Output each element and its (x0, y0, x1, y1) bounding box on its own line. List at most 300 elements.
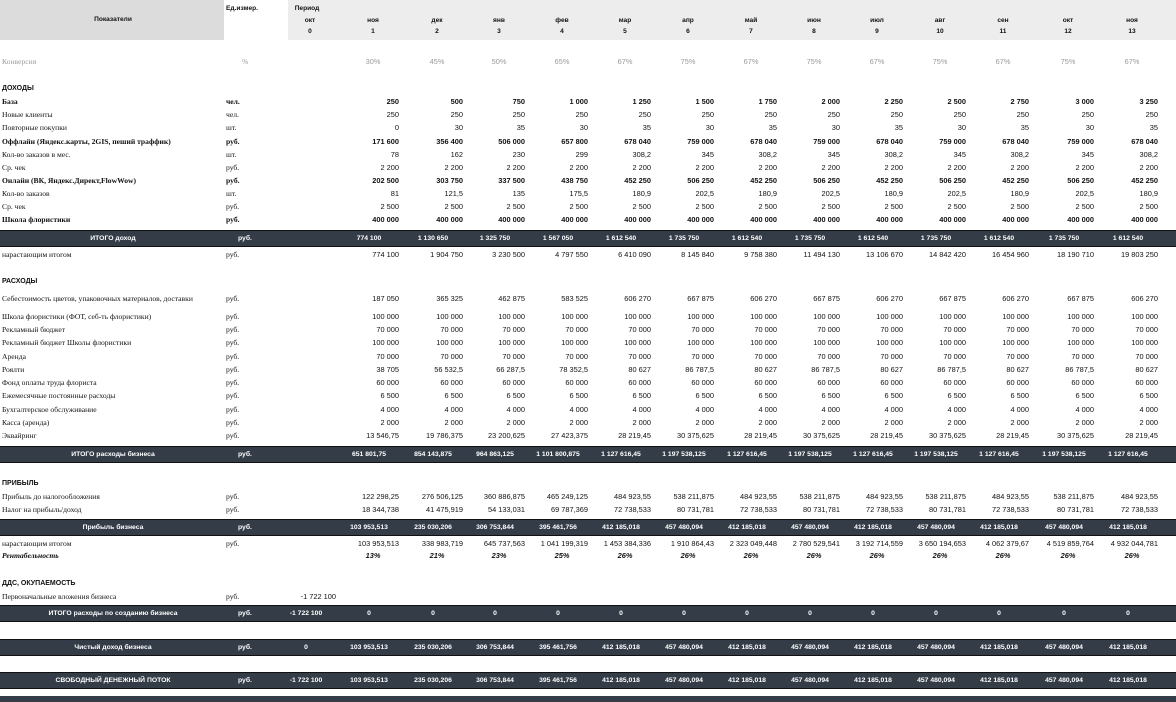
cell-value: 100 000 (1002, 312, 1029, 321)
cell-value: 70 000 (628, 352, 651, 361)
cell-value: 72 738,533 (992, 505, 1029, 514)
cell-value: 100 000 (939, 312, 966, 321)
row-unit: руб. (238, 644, 252, 651)
table-row (0, 275, 1176, 288)
cell-value: 506 250 (1067, 176, 1094, 185)
table-row (0, 389, 1176, 402)
cell-value: 23% (491, 551, 507, 560)
row-unit: чел. (226, 110, 239, 119)
cell-value: 60 000 (691, 378, 714, 387)
cell-value: 180,9 (1010, 189, 1029, 198)
cell-value: 306 753,844 (476, 677, 514, 684)
cell-value: 16 454 960 (992, 250, 1029, 259)
header-period-number: 9 (875, 28, 879, 35)
row-label: Фонд оплаты труда флориста (2, 378, 97, 387)
cell-value: 452 250 (876, 176, 903, 185)
cell-value: 4 000 (569, 405, 588, 414)
cell-value: 412 185,018 (728, 677, 766, 684)
cell-value: 70 000 (628, 325, 651, 334)
cell-value: 70 000 (691, 352, 714, 361)
cell-value: 395 461,756 (539, 677, 577, 684)
cell-value: 1 612 540 (1112, 235, 1144, 242)
cell-value: 80 627 (880, 365, 903, 374)
cell-value: 35 (894, 123, 903, 132)
row-unit: руб. (226, 365, 240, 374)
cell-value: 26% (806, 551, 822, 560)
cell-value: 103 953,513 (350, 677, 388, 684)
row-unit: руб. (226, 338, 240, 347)
cell-value: 180,9 (758, 189, 777, 198)
cell-value: 2 500 (632, 202, 651, 211)
cell-value: 26% (932, 551, 948, 560)
cell-value: 100 000 (436, 338, 463, 347)
cell-value: 1 101 800,875 (536, 451, 580, 458)
cell-value: 28 219,45 (996, 431, 1029, 440)
table-row (0, 200, 1176, 213)
header-month: окт (1062, 17, 1074, 24)
cell-value: 70 000 (565, 352, 588, 361)
cell-value: 964 863,125 (476, 451, 514, 458)
cell-value: 750 (512, 97, 525, 106)
cell-value: 30 (957, 123, 966, 132)
cell-value: 2 000 (758, 418, 777, 427)
table-row (0, 363, 1176, 376)
cell-value: 67% (617, 57, 633, 66)
cell-value: 100 000 (1131, 312, 1158, 321)
cell-value: 678 040 (750, 137, 777, 146)
cell-value: 26% (869, 551, 885, 560)
cell-value: 1 750 (758, 97, 777, 106)
cell-value: 100 000 (498, 338, 525, 347)
cell-value: 100 000 (687, 312, 714, 321)
cell-value: 759 000 (687, 137, 714, 146)
cell-value: 100 000 (1002, 338, 1029, 347)
cell-value: 1 000 (569, 97, 588, 106)
cell-value: 2 500 (380, 202, 399, 211)
row-label: Прибыль бизнеса (82, 524, 144, 531)
cell-value: 80 627 (1006, 365, 1029, 374)
row-label: Школа флористики (2, 215, 71, 224)
cell-value: 657 800 (561, 137, 588, 146)
cell-value: 72 738,533 (1121, 505, 1158, 514)
table-row (0, 350, 1176, 363)
cell-value: 86 787,5 (685, 365, 714, 374)
header-month: сен (997, 17, 1009, 24)
table-row (0, 161, 1176, 174)
cell-value: -1 722 100 (300, 592, 336, 601)
cell-value: 30 (454, 123, 463, 132)
cell-value: 26% (617, 551, 633, 560)
cell-value: 2 500 (947, 97, 966, 106)
cell-value: 1 904 750 (430, 250, 463, 259)
row-label: ДДС, ОКУПАЕМОСТЬ (2, 580, 76, 587)
cell-value: 338 983,719 (421, 539, 463, 548)
table-row (0, 503, 1176, 516)
cell-value: 100 000 (876, 312, 903, 321)
cell-value: 103 953,513 (357, 539, 399, 548)
cell-value: 606 270 (750, 294, 777, 303)
cell-value: 30 375,625 (1057, 431, 1094, 440)
cell-value: 2 500 (506, 202, 525, 211)
cell-value: 6 410 090 (618, 250, 651, 259)
cell-value: 400 000 (1067, 215, 1094, 224)
row-unit: руб. (226, 215, 240, 224)
cell-value: 1 197 538,125 (914, 451, 958, 458)
row-unit: % (242, 57, 249, 66)
cell-value: 80 731,781 (677, 505, 714, 514)
table-row (0, 376, 1176, 389)
cell-value: 412 185,018 (854, 644, 892, 651)
cell-value: 412 185,018 (602, 524, 640, 531)
cell-value: 400 000 (561, 215, 588, 224)
cell-value: 457 480,094 (1045, 644, 1083, 651)
cell-value: 438 750 (561, 176, 588, 185)
cell-value: 0 (367, 610, 371, 617)
cell-value: 4 000 (695, 405, 714, 414)
cell-value: 4 797 550 (555, 250, 588, 259)
cell-value: 1 041 199,319 (540, 539, 588, 548)
cell-value: 400 000 (687, 215, 714, 224)
cell-value: 60 000 (880, 378, 903, 387)
cell-value: 14 842 420 (929, 250, 966, 259)
cell-value: 0 (682, 610, 686, 617)
cell-value: 484 923,55 (1121, 492, 1158, 501)
cell-value: 28 219,45 (1125, 431, 1158, 440)
cell-value: 457 480,094 (791, 524, 829, 531)
cell-value: 4 000 (632, 405, 651, 414)
cell-value: 70 000 (440, 352, 463, 361)
cell-value: 2 000 (632, 418, 651, 427)
row-unit: руб. (226, 418, 240, 427)
row-unit: руб. (238, 524, 252, 531)
row-unit: руб. (226, 539, 240, 548)
header-period-number: 6 (686, 28, 690, 35)
header-month: мар (618, 17, 632, 24)
cell-value: 395 461,756 (539, 524, 577, 531)
row-label: Аренда (2, 352, 26, 361)
header-period-number: 2 (435, 28, 439, 35)
cell-value: 202,5 (821, 189, 840, 198)
cell-value: 606 270 (1131, 294, 1158, 303)
cell-value: 41 475,919 (426, 505, 463, 514)
cell-value: 345 (953, 150, 966, 159)
cell-value: 70 000 (1071, 352, 1094, 361)
cell-value: 465 249,125 (546, 492, 588, 501)
row-unit: руб. (226, 294, 240, 303)
cell-value: 4 062 379,67 (985, 539, 1029, 548)
table-row (0, 549, 1176, 562)
cell-value: 100 000 (624, 312, 651, 321)
cell-value: 23 200,625 (488, 431, 525, 440)
cell-value: 484 923,55 (992, 492, 1029, 501)
cell-value: 412 185,018 (854, 524, 892, 531)
cell-value: 400 000 (372, 215, 399, 224)
cell-value: 457 480,094 (665, 677, 703, 684)
cell-value: 606 270 (876, 294, 903, 303)
cell-value: 70 000 (754, 352, 777, 361)
cell-value: 11 494 130 (803, 250, 840, 259)
header-period-number: 7 (749, 28, 753, 35)
cell-value: 2 200 (1139, 163, 1158, 172)
cell-value: 30% (365, 57, 381, 66)
cell-value: 457 480,094 (791, 644, 829, 651)
cell-value: 103 953,513 (350, 524, 388, 531)
cell-value: 667 875 (939, 294, 966, 303)
cell-value: 250 (701, 110, 714, 119)
cell-value: 1 612 540 (731, 235, 763, 242)
cell-value: 70 000 (880, 325, 903, 334)
cell-value: 759 000 (813, 137, 840, 146)
row-label: Рекламный бюджет (2, 325, 66, 334)
cell-value: 69 787,369 (551, 505, 588, 514)
row-unit (226, 549, 274, 562)
cell-value: 3 650 194,653 (918, 539, 966, 548)
cell-value: 67% (743, 57, 759, 66)
row-unit: руб. (238, 235, 252, 242)
cell-value: 6 500 (695, 391, 714, 400)
cell-value: 4 000 (947, 405, 966, 414)
row-unit: руб. (226, 137, 240, 146)
cell-value: 60 000 (376, 378, 399, 387)
cell-value: 2 750 (1010, 97, 1029, 106)
cell-value: 60 000 (565, 378, 588, 387)
cell-value: 250 (1016, 110, 1029, 119)
cell-value: 60 000 (754, 378, 777, 387)
cell-value: 2 000 (821, 418, 840, 427)
cell-value: 65% (554, 57, 570, 66)
cell-value: 538 211,875 (799, 492, 840, 501)
cell-value: 2 200 (380, 163, 399, 172)
table-row (0, 336, 1176, 349)
cell-value: 70 000 (502, 352, 525, 361)
cell-value: 606 270 (624, 294, 651, 303)
cell-value: 235 030,206 (414, 677, 452, 684)
header-month: июн (807, 17, 821, 24)
header-month: июл (870, 17, 884, 24)
row-unit: руб. (226, 592, 240, 601)
cell-value: 100 000 (498, 312, 525, 321)
cell-value: 60 000 (440, 378, 463, 387)
cell-value: 78 (390, 150, 399, 159)
cell-value: 412 185,018 (980, 677, 1018, 684)
row-unit: руб. (238, 451, 252, 458)
table-row (0, 82, 1176, 95)
cell-value: 299 (575, 150, 588, 159)
cell-value: 70 000 (691, 325, 714, 334)
cell-value: 400 000 (1002, 215, 1029, 224)
cell-value: 3 000 (1075, 97, 1094, 106)
cell-value: 484 923,55 (614, 492, 651, 501)
cell-value: 1 127 616,45 (601, 451, 641, 458)
cell-value: 66 287,5 (496, 365, 525, 374)
cell-value: 678 040 (876, 137, 903, 146)
cell-value: 18 190 710 (1057, 250, 1094, 259)
cell-value: 583 525 (561, 294, 588, 303)
header-month: апр (682, 17, 694, 24)
cell-value: 8 145 840 (681, 250, 714, 259)
table-row (0, 213, 1176, 226)
cell-value: 26% (743, 551, 759, 560)
table-row (0, 323, 1176, 336)
row-unit: руб. (226, 391, 240, 400)
cell-value: 345 (701, 150, 714, 159)
cell-value: 100 000 (436, 312, 463, 321)
cell-value: 2 500 (569, 202, 588, 211)
cell-value: 19 786,375 (426, 431, 463, 440)
cell-value: 0 (493, 610, 497, 617)
cell-value: 2 000 (506, 418, 525, 427)
cell-value: 400 000 (813, 215, 840, 224)
cell-value: 250 (764, 110, 777, 119)
cell-value: 308,2 (884, 150, 903, 159)
cell-value: 1 325 750 (479, 235, 511, 242)
cell-value: 412 185,018 (728, 524, 766, 531)
table-row (0, 605, 1176, 622)
cell-value: 6 500 (884, 391, 903, 400)
cell-value: 60 000 (1071, 378, 1094, 387)
cell-value: 452 250 (1002, 176, 1029, 185)
cell-value: 70 000 (1006, 325, 1029, 334)
header-unit: Ед.измер. (226, 5, 258, 12)
cell-value: 412 185,018 (854, 677, 892, 684)
cell-value: 230 (512, 150, 525, 159)
row-label: РАСХОДЫ (2, 278, 38, 285)
cell-value: 75% (806, 57, 822, 66)
cell-value: 4 000 (1139, 405, 1158, 414)
cell-value: 506 250 (687, 176, 714, 185)
row-unit (226, 275, 274, 288)
cell-value: 345 (827, 150, 840, 159)
cell-value: 2 200 (695, 163, 714, 172)
cell-value: 26% (1060, 551, 1076, 560)
cell-value: 171 600 (372, 137, 399, 146)
header-month: ноя (1126, 17, 1138, 24)
cell-value: 412 185,018 (980, 524, 1018, 531)
cell-value: 1 910 864,43 (670, 539, 714, 548)
cell-value: 412 185,018 (602, 677, 640, 684)
cell-value: 70 000 (1006, 352, 1029, 361)
cell-value: 250 (827, 110, 840, 119)
cell-value: 360 886,875 (483, 492, 525, 501)
cell-value: 774 100 (356, 235, 382, 242)
cell-value: 2 200 (569, 163, 588, 172)
cell-value: 100 000 (372, 338, 399, 347)
cell-value: 202,5 (1075, 189, 1094, 198)
cell-value: 235 030,206 (414, 644, 452, 651)
cell-value: 175,5 (569, 189, 588, 198)
row-label: База (2, 97, 18, 106)
cell-value: 400 000 (436, 215, 463, 224)
cell-value: 2 000 (444, 418, 463, 427)
header-period: Период (294, 5, 320, 12)
row-label: Бухгалтерское обслуживание (2, 405, 97, 414)
cell-value: 26% (995, 551, 1011, 560)
cell-value: 6 500 (758, 391, 777, 400)
cell-value: 27 423,375 (551, 431, 588, 440)
cell-value: 365 325 (436, 294, 463, 303)
row-unit: руб. (238, 677, 252, 684)
cell-value: 70 000 (440, 325, 463, 334)
row-label: Эквайринг (2, 431, 37, 440)
cell-value: 3 230 500 (492, 250, 525, 259)
table-row (0, 310, 1176, 323)
row-label: ДОХОДЫ (2, 85, 34, 92)
row-unit: руб. (238, 610, 252, 617)
table-row (0, 108, 1176, 121)
cell-value: 6 500 (380, 391, 399, 400)
cell-value: 412 185,018 (1109, 644, 1147, 651)
cell-value: 506 000 (498, 137, 525, 146)
cell-value: 28 219,45 (744, 431, 777, 440)
row-label: Себестоимость цветов, упаковочных материалов, доставки (2, 294, 193, 303)
header-period-number: 3 (497, 28, 501, 35)
cell-value: 2 200 (506, 163, 525, 172)
cell-value: 2 250 (884, 97, 903, 106)
cell-value: 60 000 (817, 378, 840, 387)
cell-value: 86 787,5 (937, 365, 966, 374)
cell-value: 400 000 (939, 215, 966, 224)
cell-value: 70 000 (1071, 325, 1094, 334)
cell-value: 60 000 (943, 378, 966, 387)
cell-value: 250 (890, 110, 903, 119)
cell-value: 202 500 (372, 176, 399, 185)
cell-value: 2 000 (821, 97, 840, 106)
cell-value: 4 519 859,764 (1046, 539, 1094, 548)
cell-value: 2 200 (1010, 163, 1029, 172)
cell-value: 2 200 (821, 163, 840, 172)
cell-value: 250 (450, 110, 463, 119)
cell-value: 2 500 (1075, 202, 1094, 211)
table-row (0, 121, 1176, 134)
cell-value: 70 000 (1135, 325, 1158, 334)
cell-value: 2 500 (1010, 202, 1029, 211)
cell-value: 3 250 (1139, 97, 1158, 106)
cell-value: 1 612 540 (605, 235, 637, 242)
cell-value: 67% (869, 57, 885, 66)
cell-value: 506 250 (813, 176, 840, 185)
cell-value: 2 500 (695, 202, 714, 211)
cell-value: 180,9 (1139, 189, 1158, 198)
cell-value: 4 000 (1075, 405, 1094, 414)
cell-value: 452 250 (624, 176, 651, 185)
row-unit: руб. (226, 431, 240, 440)
row-label: Налог на прибыль/доход (2, 505, 82, 514)
cell-value: 538 211,875 (673, 492, 714, 501)
cell-value: 0 (1062, 610, 1066, 617)
cell-value: 484 923,55 (866, 492, 903, 501)
cell-value: 854 143,875 (414, 451, 452, 458)
row-unit: руб. (226, 163, 240, 172)
cell-value: 412 185,018 (728, 644, 766, 651)
cell-value: 100 000 (813, 312, 840, 321)
cell-value: 678 040 (1002, 137, 1029, 146)
cell-value: 2 000 (569, 418, 588, 427)
cell-value: 2 500 (444, 202, 463, 211)
header-period-number: 12 (1064, 28, 1072, 35)
cell-value: 2 000 (1139, 418, 1158, 427)
cell-value: 80 627 (754, 365, 777, 374)
header-month: авг (934, 17, 946, 24)
cell-value: 202,5 (695, 189, 714, 198)
cell-value: 70 000 (943, 352, 966, 361)
cell-value: 70 000 (1135, 352, 1158, 361)
cell-value: 606 270 (1002, 294, 1029, 303)
cell-value: 457 480,094 (1045, 524, 1083, 531)
cell-value: 0 (556, 610, 560, 617)
header-month: фев (555, 17, 569, 24)
cell-value: 457 480,094 (665, 644, 703, 651)
cell-value: 452 250 (1131, 176, 1158, 185)
